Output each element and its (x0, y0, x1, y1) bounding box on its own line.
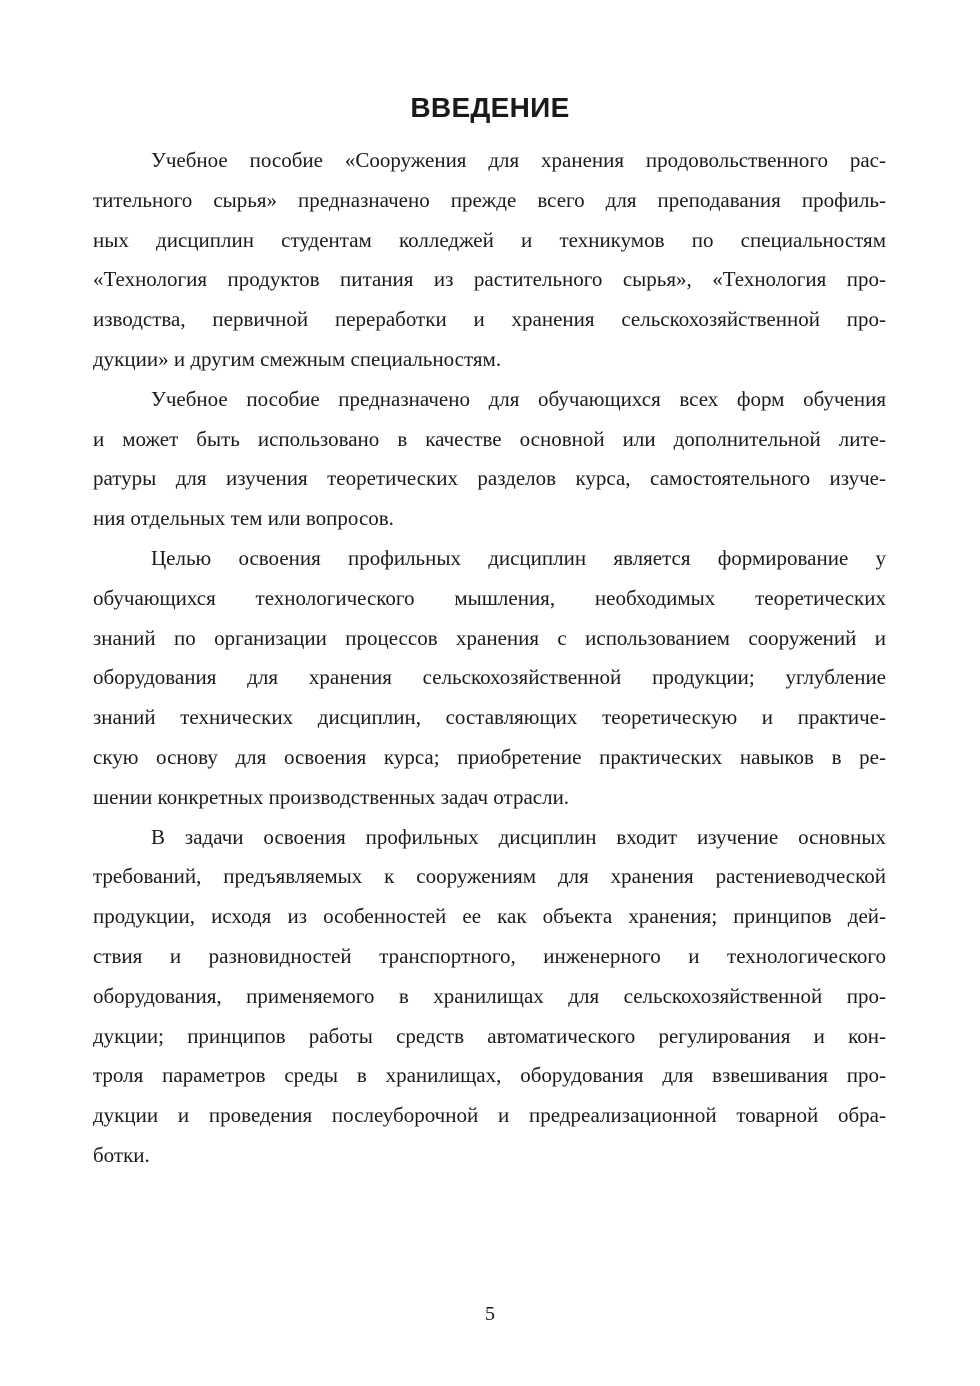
text-line: «Технология продуктов питания из растительного сырья», «Технология про- (93, 267, 886, 292)
text-line: дукции; принципов работы средств автоматического регулирования и кон- (93, 1023, 886, 1048)
text-line: В задачи освоения профильных дисциплин входит изучение основных (151, 824, 886, 849)
text-line: знаний технических дисциплин, составляющих теоретическую и практиче- (93, 705, 886, 730)
text-line: продукции, исходя из особенностей ее как объекта хранения; принципов дей- (93, 904, 886, 929)
text-line: дукции» и другим смежным специальностям. (93, 346, 502, 371)
text-line: троля параметров среды в хранилищах, оборудования для взвешивания про- (93, 1063, 886, 1088)
paragraph-goal (93, 539, 886, 818)
text-line: оборудования, применяемого в хранилищах для сельскохозяйственной про- (93, 983, 886, 1008)
paragraph-tasks (93, 818, 886, 1176)
text-line: ратуры для изучения теоретических разделов курса, самостоятельного изуче- (93, 466, 886, 491)
text-line: и может быть использовано в качестве основной или дополнительной лите- (93, 426, 886, 451)
text-line: шении конкретных производственных задач отрасли. (93, 784, 570, 809)
paragraph-audience (93, 380, 886, 539)
page-title: ВВЕДЕНИЕ (410, 92, 570, 123)
text-line: требований, предъявляемых к сооружениям для хранения растениеводческой (93, 864, 886, 889)
page-number: 5 (485, 1303, 495, 1325)
text-line: ствия и разновидностей транспортного, инженерного и технологического (93, 943, 886, 968)
text-line: Учебное пособие предназначено для обучающихся всех форм обучения (151, 386, 886, 411)
text-line: Учебное пособие «Сооружения для хранения продовольственного рас- (151, 148, 886, 172)
text-line: изводства, первичной переработки и хранения сельскохозяйственной про- (93, 307, 886, 332)
text-line: дукции и проведения послеуборочной и предреализационной товарной обра- (93, 1103, 886, 1128)
text-line: Целью освоения профильных дисциплин является формирование у (151, 545, 886, 570)
text-line: скую основу для освоения курса; приобретение практических навыков в ре- (93, 744, 886, 769)
text-line: тительного сырья» предназначено прежде всего для преподавания профиль- (93, 187, 886, 212)
text-line: знаний по организации процессов хранения с использованием сооружений и (93, 625, 886, 650)
paragraph-purpose (93, 141, 886, 380)
body-text (93, 141, 886, 1176)
text-line: ных дисциплин студентам колледжей и техникумов по специальностям (93, 227, 886, 252)
text-line: обучающихся технологического мышления, необходимых теоретических (93, 585, 886, 610)
text-line: оборудования для хранения сельскохозяйственной продукции; углубление (93, 665, 886, 690)
text-line: ния отдельных тем или вопросов. (93, 506, 394, 531)
text-line: ботки. (93, 1142, 150, 1167)
